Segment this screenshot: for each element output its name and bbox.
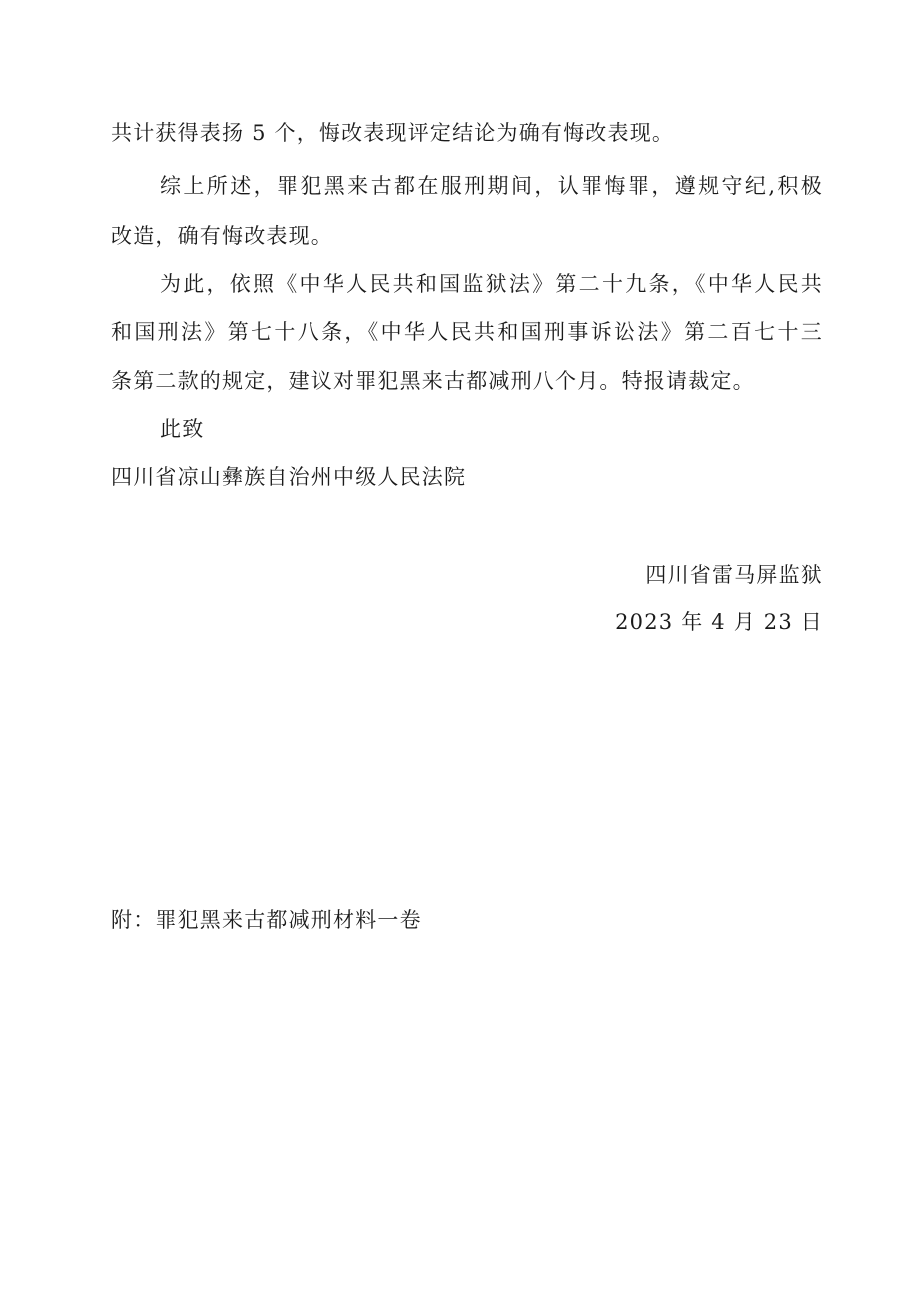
- summary-line-2: 改造，确有悔改表现。: [111, 224, 333, 248]
- sender: 四川省雷马屏监狱: [645, 563, 823, 587]
- legal-basis-line-3: 条第二款的规定，建议对罪犯黑来古都减刑八个月。特报请裁定。: [111, 369, 755, 393]
- salutation: 此致: [160, 417, 205, 441]
- legal-basis-line-1: 为此，依照《中华人民共和国监狱法》第二十九条，《中华人民共: [160, 272, 823, 296]
- continuation-line-1: 共计获得表扬 5 个，悔改表现评定结论为确有悔改表现。: [111, 121, 675, 145]
- date: 2023 年 4 月 23 日: [615, 610, 823, 634]
- attachment-note: 附：罪犯黑来古都减刑材料一卷: [111, 908, 422, 932]
- legal-basis-line-2: 和国刑法》第七十八条，《中华人民共和国刑事诉讼法》第二百七十三: [111, 320, 823, 344]
- recipient: 四川省凉山彝族自治州中级人民法院: [111, 465, 467, 489]
- summary-line-1: 综上所述，罪犯黑来古都在服刑期间，认罪悔罪，遵规守纪,积极: [160, 174, 823, 198]
